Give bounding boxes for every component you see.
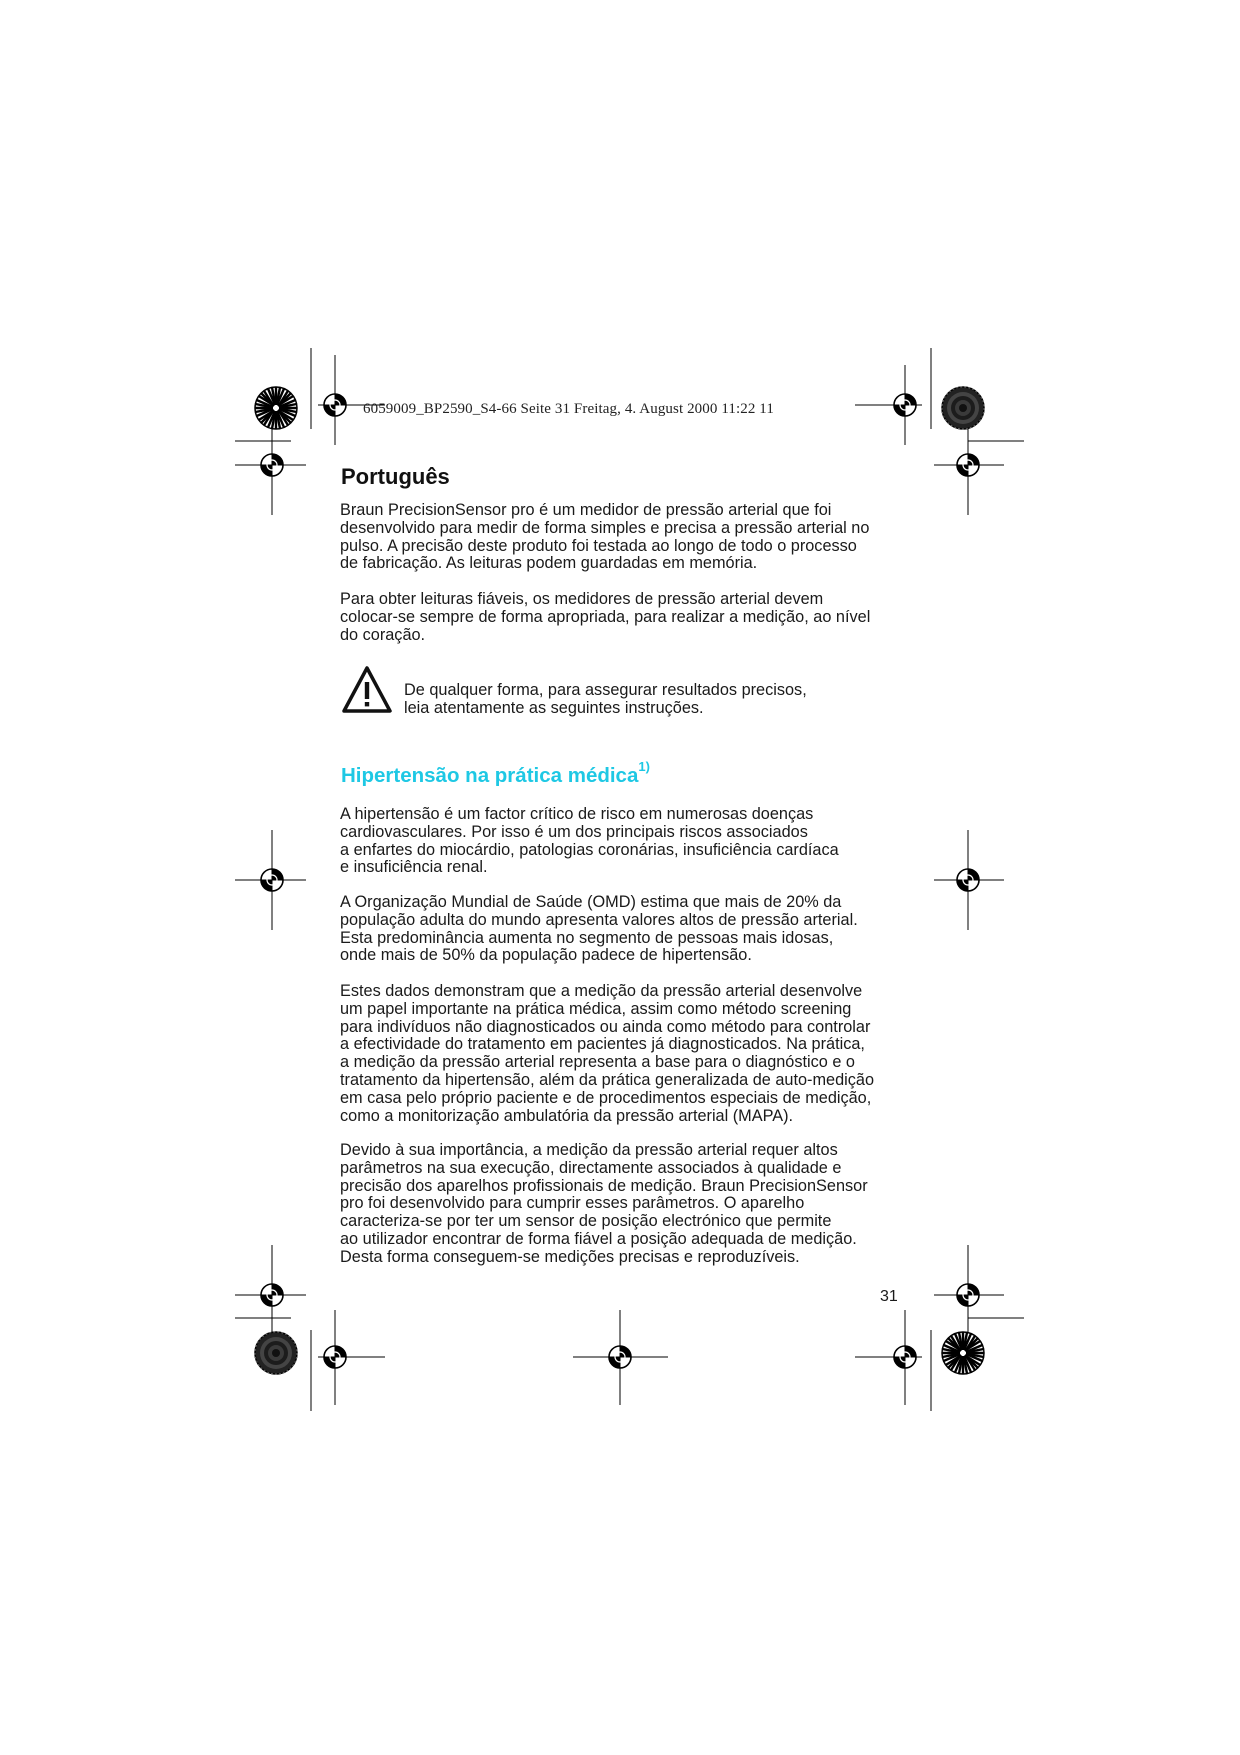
text-line: parâmetros na sua execução, directamente associados à qualidade e bbox=[340, 1158, 842, 1177]
text-line: onde mais de 50% da população padece de hipertensão. bbox=[340, 946, 752, 965]
print-slug: 6059009_BP2590_S4-66 Seite 31 Freitag, 4. August 2000 11:22 11 bbox=[363, 401, 774, 417]
reading-paragraph bbox=[340, 591, 900, 644]
section-title-hipertensao bbox=[341, 759, 650, 788]
text-line: Braun PrecisionSensor pro é um medidor de pressão arterial que foi bbox=[340, 501, 832, 519]
footnote-marker: 1) bbox=[638, 759, 650, 774]
text-line: A hipertensão é um factor crítico de risco em numerosas doenças bbox=[340, 805, 814, 823]
text-line: Desta forma conseguem-se medições precisas e reproduzíveis. bbox=[340, 1247, 800, 1266]
text-line: precisão dos aparelhos profissionais de medição. Braun PrecisionSensor bbox=[340, 1176, 868, 1195]
hypertension-paragraph-3 bbox=[340, 983, 900, 1125]
text-line: a enfartes do miocárdio, patologias coronárias, insuficiência cardíaca bbox=[340, 840, 839, 859]
warning-triangle-icon bbox=[341, 665, 393, 715]
text-line: do coração. bbox=[340, 625, 426, 644]
text-line: de fabricação. As leituras podem guardadas em memória. bbox=[340, 554, 758, 573]
text-line: Esta predominância aumenta no segmento de pessoas mais idosas, bbox=[340, 928, 834, 947]
text-line: pulso. A precisão deste produto foi testada ao longo de todo o processo bbox=[340, 536, 857, 555]
page-number: 31 bbox=[880, 1288, 898, 1305]
text-line: cardiovasculares. Por isso é um dos principais riscos associados bbox=[340, 822, 808, 841]
text-line: e insuficiência renal. bbox=[340, 858, 488, 877]
text-line: em casa pelo próprio paciente e de procedimentos especiais de medição, bbox=[340, 1088, 872, 1107]
text-line: leia atentamente as seguintes instruções. bbox=[404, 698, 704, 717]
warning-text bbox=[404, 682, 807, 718]
text-line: como a monitorização ambulatória da pressão arterial (MAPA). bbox=[340, 1106, 794, 1125]
hypertension-paragraph-4 bbox=[340, 1142, 900, 1267]
text-line: Para obter leituras fiáveis, os medidores de pressão arterial devem bbox=[340, 590, 824, 608]
intro-paragraph bbox=[340, 502, 900, 573]
text-line: colocar-se sempre de forma apropriada, para realizar a medição, ao nível bbox=[340, 607, 871, 626]
text-line: Estes dados demonstram que a medição da pressão arterial desenvolve bbox=[340, 982, 863, 1000]
text-line: a efectividade do tratamento em pacientes já diagnosticados. Na prática, bbox=[340, 1035, 865, 1054]
hypertension-paragraph-1 bbox=[340, 806, 900, 877]
text-line: Devido à sua importância, a medição da pressão arterial requer altos bbox=[340, 1141, 838, 1159]
text-line: população adulta do mundo apresenta valores altos de pressão arterial. bbox=[340, 910, 858, 929]
text-line: pro foi desenvolvido para cumprir esses parâmetros. O aparelho bbox=[340, 1194, 805, 1213]
hypertension-paragraph-2 bbox=[340, 894, 900, 965]
text-line: para indivíduos não diagnosticados ou ainda como método para controlar bbox=[340, 1017, 871, 1036]
text-line: desenvolvido para medir de forma simples e precisa a pressão arterial no bbox=[340, 518, 870, 537]
text-line: A Organização Mundial de Saúde (OMD) estima que mais de 20% da bbox=[340, 893, 842, 911]
text-line: De qualquer forma, para assegurar resultados precisos, bbox=[404, 681, 807, 699]
text-line: a medição da pressão arterial representa a base para o diagnóstico e o bbox=[340, 1053, 855, 1072]
text-line: ao utilizador encontrar de forma fiável a posição adequada de medição. bbox=[340, 1229, 857, 1248]
text-line: tratamento da hipertensão, além da prática generalizada de auto-medição bbox=[340, 1070, 874, 1089]
text-line: caracteriza-se por ter um sensor de posição electrónico que permite bbox=[340, 1212, 832, 1231]
section-title-portugues: Português bbox=[341, 464, 450, 489]
section-title-text: Hipertensão na prática médica bbox=[341, 763, 639, 787]
text-line: um papel importante na prática médica, assim como método screening bbox=[340, 999, 852, 1018]
